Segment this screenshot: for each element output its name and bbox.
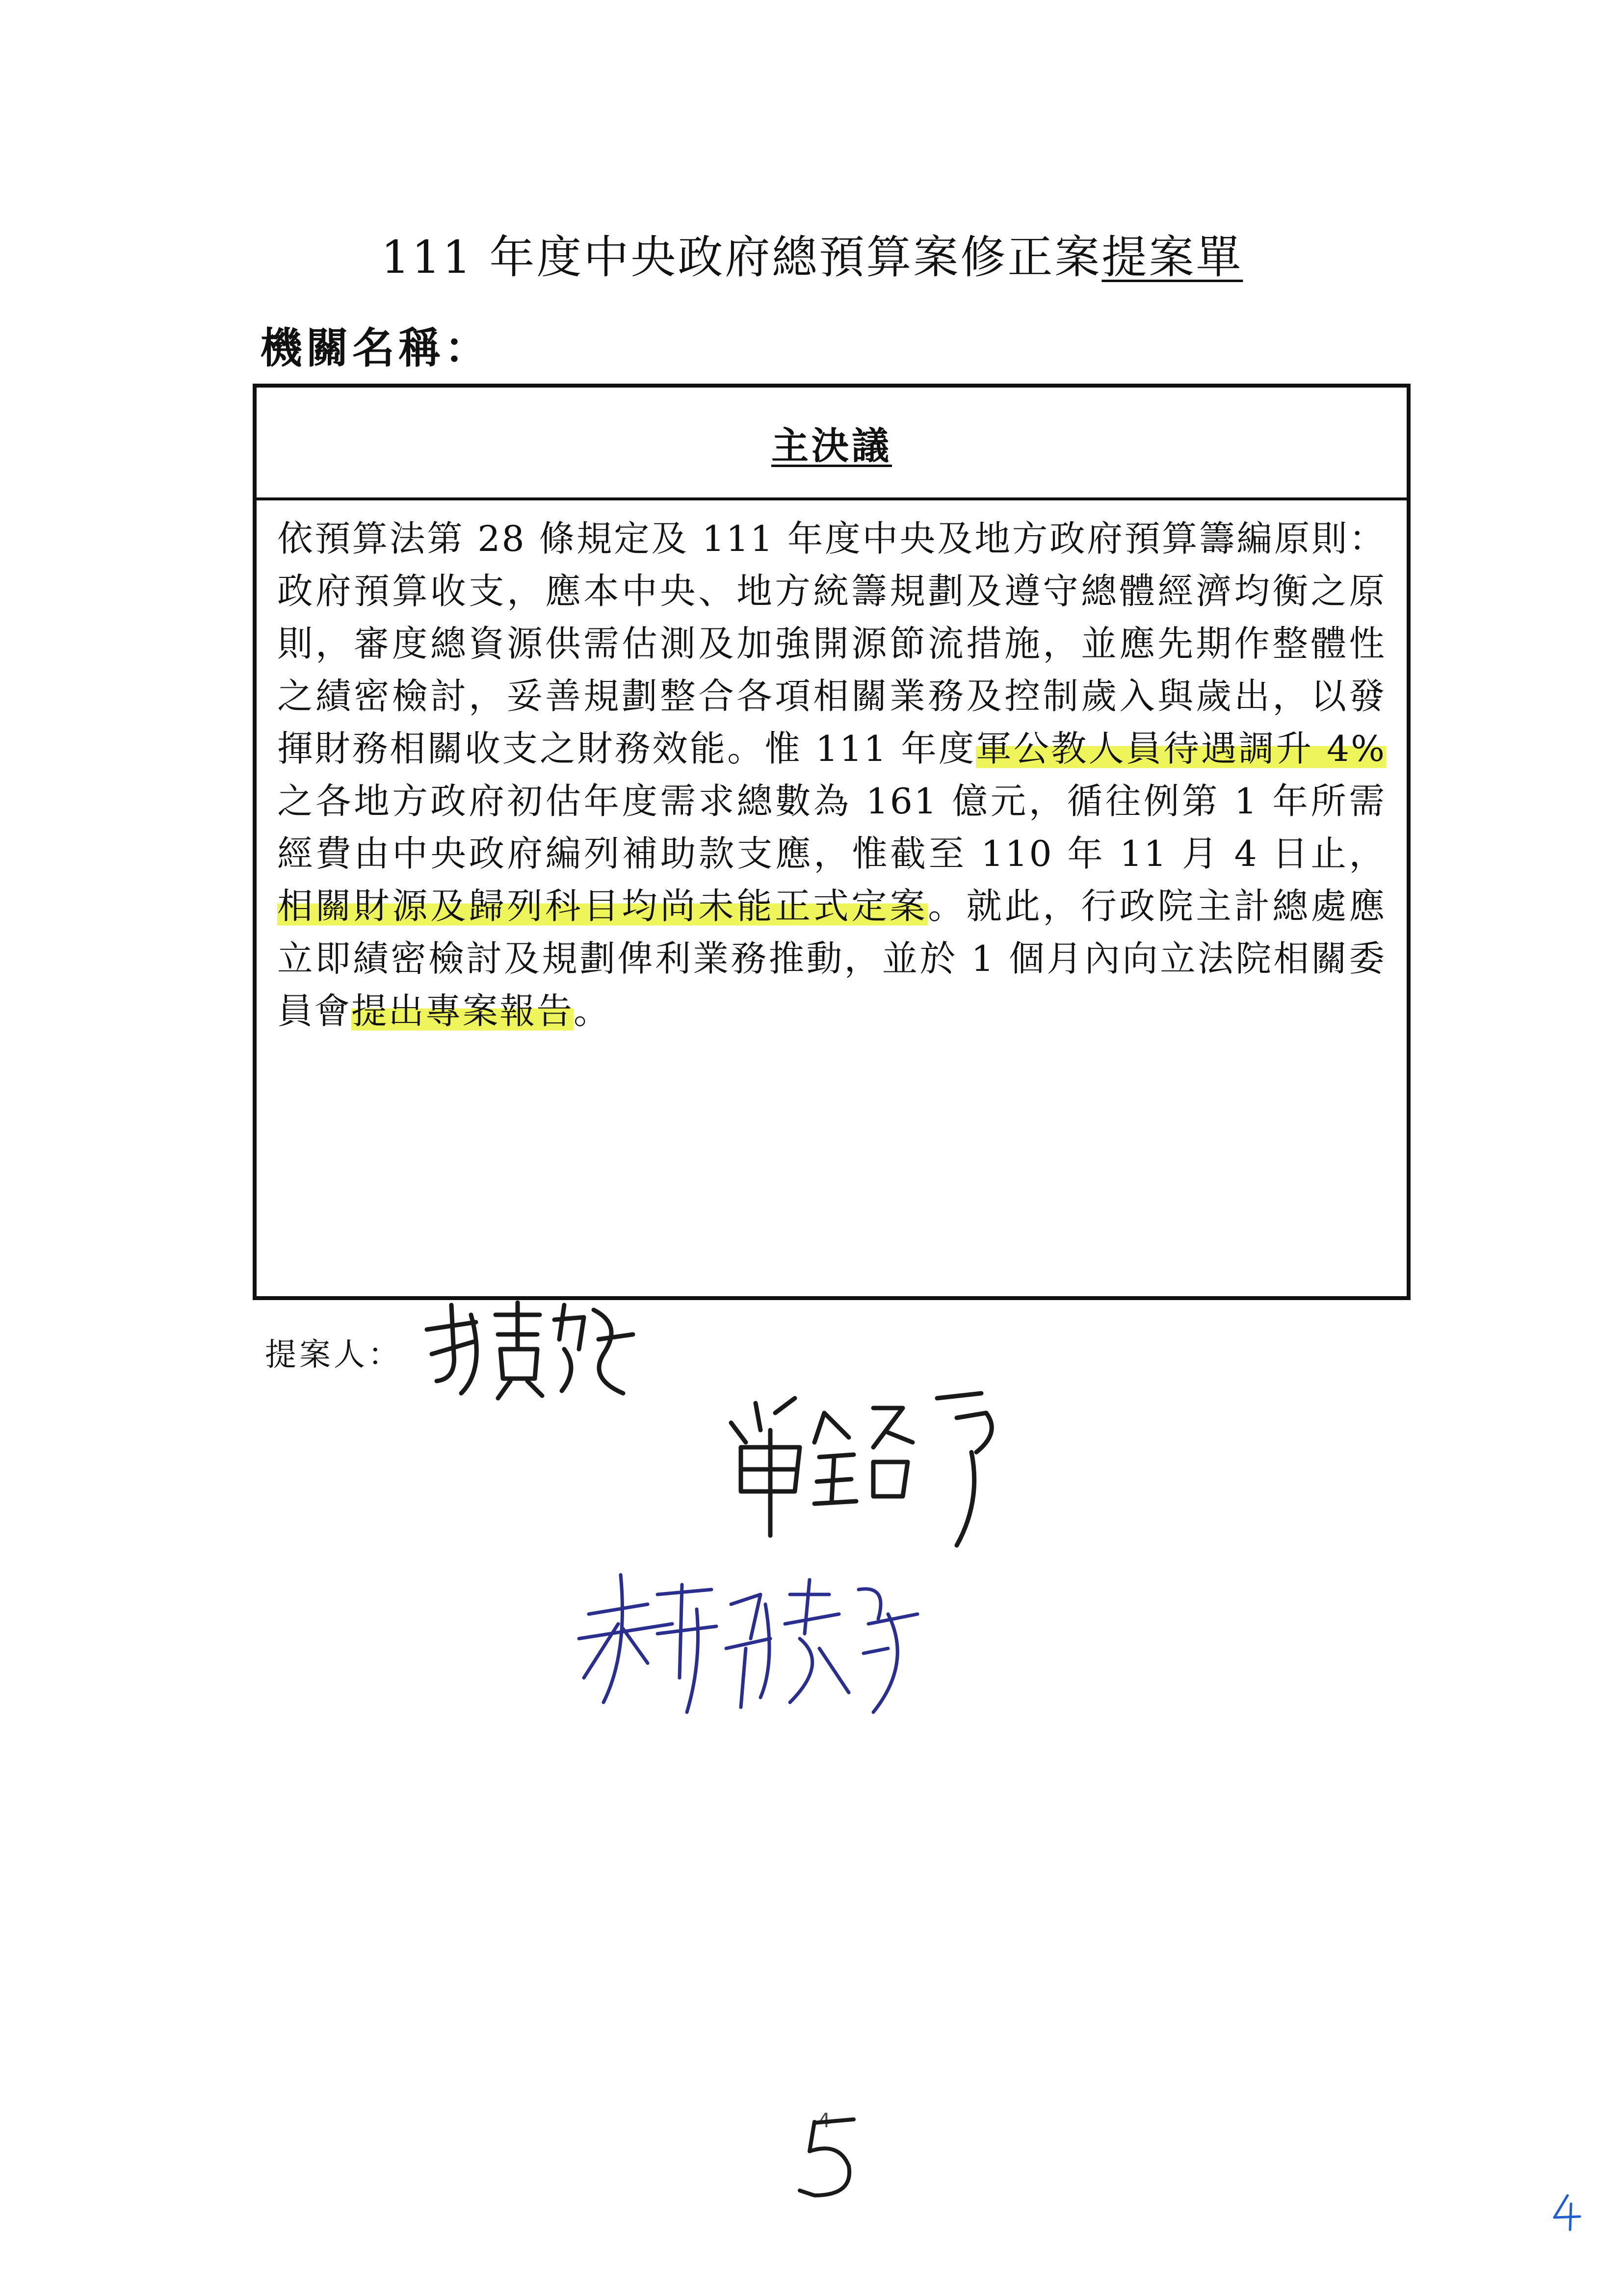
page-number: 4 (818, 2110, 831, 2132)
signature-3 (574, 1565, 927, 1727)
signature-1 (417, 1295, 643, 1403)
signature-2 (726, 1383, 1001, 1555)
form-title-main: 111 年度中央政府總預算案修正案 (381, 231, 1102, 284)
proposer-label: 提案人： (265, 1337, 402, 1373)
form-title (0, 231, 1624, 285)
highlighted-text: 相關財源及歸列科目均尚未能正式定案 (277, 886, 928, 927)
resolution-body (257, 500, 1407, 1038)
highlighted-text: 提出專案報告 (351, 991, 574, 1032)
resolution-header (257, 388, 1407, 500)
highlighted-text: 軍公教人員待遇調升 4% (976, 729, 1386, 770)
body-text-segment: 之各地方政府初估年度需求總數為 161 億元，循往例第 1 年所需經費由中央政府編列補助款支應，惟截至 110 年 11 月 4 日止， (277, 781, 1386, 875)
handwritten-corner-number (1550, 2193, 1585, 2234)
resolution-box (253, 384, 1411, 1300)
resolution-header-text: 主決議 (771, 423, 892, 468)
handwritten-page-number (795, 2112, 864, 2207)
form-title-underlined: 提案單 (1101, 231, 1243, 284)
body-text-segment: 依預算法第 28 條規定及 111 年度中央及地方政府預算籌編原則：政府預算收支，應本中央、地方統籌規劃及遵守總體經濟均衡之原則，審度總資源供需估測及加強開源節流措施，並應先期作整體性之績密檢討，妥善規劃整合各項相關業務及控制歲入與歲出，以發揮財務相關收支之財務效能。惟 111 年度 (277, 519, 1386, 770)
body-text-segment: 。 (574, 991, 611, 1032)
body-text-segment: 。就此，行政院主計總處應立即績密檢討及規劃俾利業務推動，並於 1 個月內向立法院相關委員會 (277, 886, 1387, 1032)
agency-label: 機關名稱： (260, 324, 491, 373)
